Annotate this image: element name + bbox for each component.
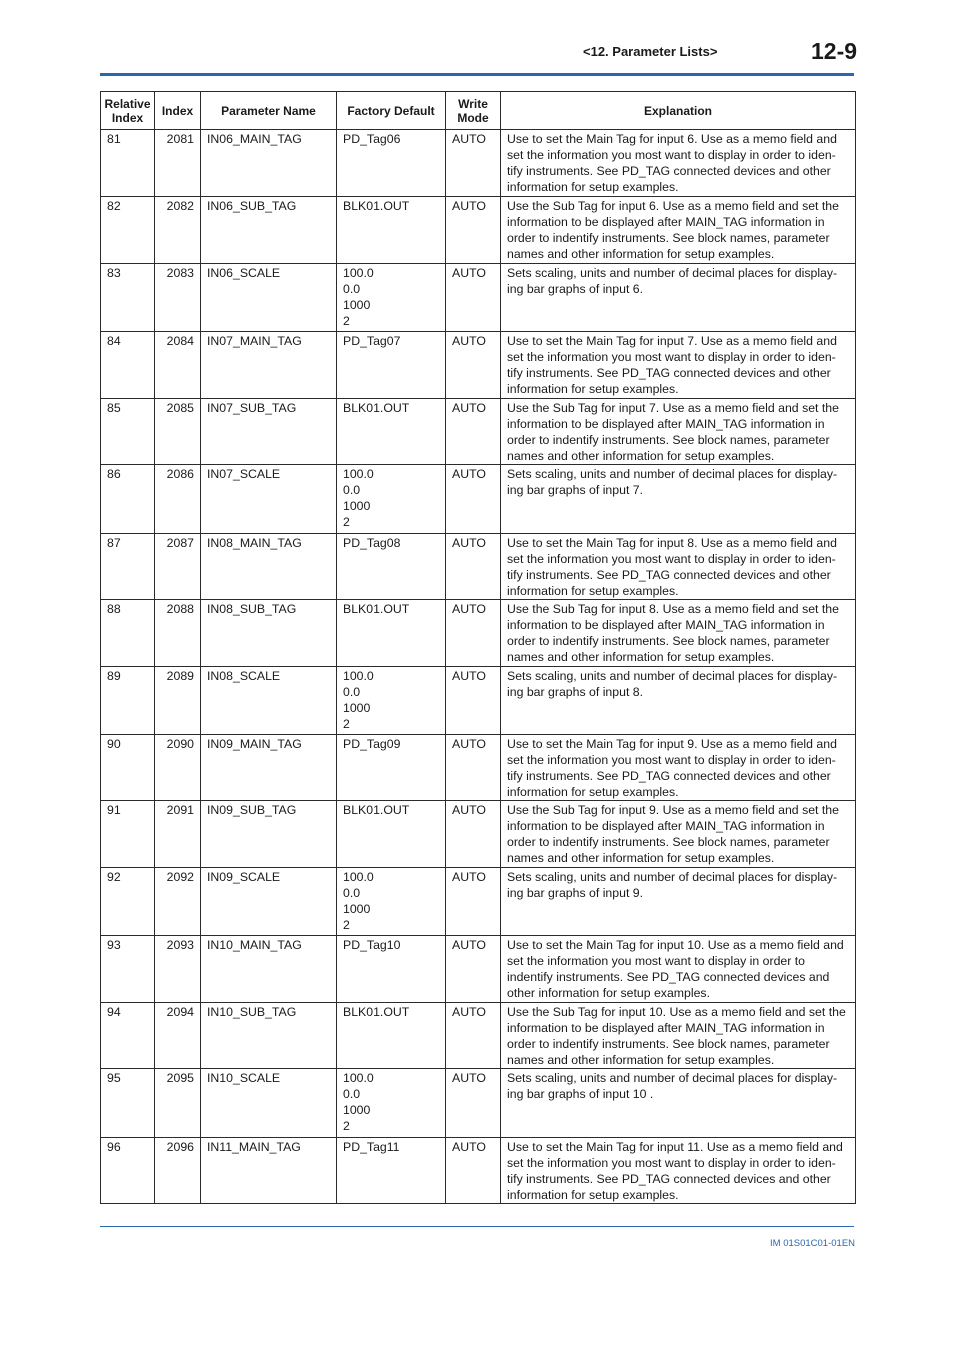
parameter-name-cell: IN09_SUB_TAG: [201, 801, 337, 868]
relative-index-cell: 86: [101, 465, 155, 534]
factory-default-value: 1000: [343, 1103, 371, 1117]
relative-index-cell: 90: [101, 735, 155, 801]
index-cell: 2094: [155, 1003, 201, 1069]
index-cell: 2082: [155, 197, 201, 264]
table-row: [101, 264, 856, 332]
factory-default-value: 1000: [343, 499, 371, 513]
index-cell: 2087: [155, 534, 201, 600]
write-mode-cell: AUTO: [446, 735, 501, 801]
factory-default-value: 100.0: [343, 669, 374, 683]
index-cell: 2081: [155, 130, 201, 197]
relative-index-cell: 87: [101, 534, 155, 600]
factory-default-cell: [337, 600, 446, 667]
table-row: [101, 130, 856, 197]
parameter-name-cell: IN08_SCALE: [201, 667, 337, 735]
write-mode-cell: AUTO: [446, 1003, 501, 1069]
parameter-name-cell: IN06_SUB_TAG: [201, 197, 337, 264]
relative-index-cell: 83: [101, 264, 155, 332]
relative-index-cell: 94: [101, 1003, 155, 1069]
write-mode-cell: AUTO: [446, 600, 501, 667]
explanation-cell: Sets scaling, units and number of decimal places for display- ing bar graphs of input 10 .: [501, 1069, 856, 1138]
index-cell: 2086: [155, 465, 201, 534]
factory-default-cell: [337, 332, 446, 399]
factory-default-value: PD_Tag06: [343, 132, 401, 146]
factory-default-value: PD_Tag09: [343, 737, 401, 751]
factory-default-cell: [337, 130, 446, 197]
index-cell: 2095: [155, 1069, 201, 1138]
factory-default-value: 100.0: [343, 266, 374, 280]
table-row: [101, 399, 856, 465]
document-number: IM 01S01C01-01EN: [770, 1238, 856, 1249]
column-header-explanation: Explanation: [501, 92, 856, 130]
table-row: [101, 1138, 856, 1204]
table-header-row: [101, 92, 856, 130]
parameter-name-cell: IN07_MAIN_TAG: [201, 332, 337, 399]
explanation-cell: Use to set the Main Tag for input 9. Use as a memo field and set the information you most want to display in order to iden- tify instruments. See PD_TAG connected devices and other information for setup examples.: [501, 735, 856, 801]
table-row: [101, 1003, 856, 1069]
factory-default-cell: [337, 197, 446, 264]
index-cell: 2090: [155, 735, 201, 801]
relative-index-cell: 92: [101, 868, 155, 936]
factory-default-value: PD_Tag10: [343, 938, 401, 952]
explanation-cell: Use the Sub Tag for input 10. Use as a memo field and set the information to be displayed after MAIN_TAG information in order to indentify instruments. See block names, parameter names and other information for setup examples.: [501, 1003, 856, 1069]
write-mode-cell: AUTO: [446, 197, 501, 264]
relative-index-cell: 89: [101, 667, 155, 735]
write-mode-cell: AUTO: [446, 868, 501, 936]
explanation-cell: Sets scaling, units and number of decimal places for display- ing bar graphs of input 6.: [501, 264, 856, 332]
factory-default-cell: [337, 936, 446, 1003]
parameter-table: [100, 91, 856, 1204]
explanation-cell: Use the Sub Tag for input 9. Use as a memo field and set the information to be displayed after MAIN_TAG information in order to indentify instruments. See block names, parameter names and other information for setup examples.: [501, 801, 856, 868]
index-cell: 2093: [155, 936, 201, 1003]
factory-default-cell: [337, 1069, 446, 1138]
explanation-cell: Sets scaling, units and number of decimal places for display- ing bar graphs of input 9.: [501, 868, 856, 936]
relative-index-cell: 96: [101, 1138, 155, 1204]
relative-index-cell: 93: [101, 936, 155, 1003]
factory-default-cell: [337, 1138, 446, 1204]
column-header-factory-default: Factory Default: [337, 92, 446, 130]
relative-index-cell: 85: [101, 399, 155, 465]
explanation-cell: Use to set the Main Tag for input 11. Use as a memo field and set the information you most want to display in order to iden- tify instruments. See PD_TAG connected devices and other information for setup examples.: [501, 1138, 856, 1204]
write-mode-cell: AUTO: [446, 801, 501, 868]
header-divider: [100, 73, 854, 76]
relative-index-cell: 88: [101, 600, 155, 667]
factory-default-cell: [337, 735, 446, 801]
factory-default-value: PD_Tag08: [343, 536, 401, 550]
factory-default-value: 2: [343, 314, 350, 328]
factory-default-cell: [337, 801, 446, 868]
index-cell: 2083: [155, 264, 201, 332]
write-mode-cell: AUTO: [446, 1138, 501, 1204]
parameter-name-cell: IN07_SCALE: [201, 465, 337, 534]
factory-default-cell: [337, 534, 446, 600]
relative-index-cell: 95: [101, 1069, 155, 1138]
index-cell: 2085: [155, 399, 201, 465]
index-cell: 2084: [155, 332, 201, 399]
page-number: 12-9: [811, 38, 858, 64]
index-cell: 2092: [155, 868, 201, 936]
relative-index-cell: 91: [101, 801, 155, 868]
table-row: [101, 1069, 856, 1138]
factory-default-value: 2: [343, 918, 350, 932]
factory-default-value: PD_Tag11: [343, 1140, 400, 1154]
factory-default-value: PD_Tag07: [343, 334, 401, 348]
factory-default-value: BLK01.OUT: [343, 199, 410, 213]
parameter-name-cell: IN06_SCALE: [201, 264, 337, 332]
factory-default-value: 1000: [343, 902, 371, 916]
factory-default-value: BLK01.OUT: [343, 803, 410, 817]
column-header-write-mode: Write Mode: [446, 92, 501, 130]
factory-default-value: 0.0: [343, 886, 361, 900]
write-mode-cell: AUTO: [446, 130, 501, 197]
write-mode-cell: AUTO: [446, 399, 501, 465]
index-cell: 2088: [155, 600, 201, 667]
write-mode-cell: AUTO: [446, 534, 501, 600]
table-row: [101, 936, 856, 1003]
column-header-index: Index: [155, 92, 201, 130]
table-row: [101, 735, 856, 801]
factory-default-cell: [337, 1003, 446, 1069]
explanation-cell: Use the Sub Tag for input 8. Use as a memo field and set the information to be displayed after MAIN_TAG information in order to indentify instruments. See block names, parameter names and other information for setup examples.: [501, 600, 856, 667]
column-header-parameter-name: Parameter Name: [201, 92, 337, 130]
table-row: [101, 332, 856, 399]
write-mode-cell: AUTO: [446, 667, 501, 735]
table-body: [101, 130, 856, 1204]
factory-default-value: 100.0: [343, 870, 374, 884]
write-mode-cell: AUTO: [446, 936, 501, 1003]
parameter-name-cell: IN06_MAIN_TAG: [201, 130, 337, 197]
write-mode-cell: AUTO: [446, 1069, 501, 1138]
table-row: [101, 534, 856, 600]
write-mode-cell: AUTO: [446, 264, 501, 332]
index-cell: 2096: [155, 1138, 201, 1204]
table-row: [101, 600, 856, 667]
parameter-name-cell: IN07_SUB_TAG: [201, 399, 337, 465]
factory-default-cell: [337, 465, 446, 534]
parameter-name-cell: IN09_SCALE: [201, 868, 337, 936]
parameter-name-cell: IN09_MAIN_TAG: [201, 735, 337, 801]
factory-default-cell: [337, 868, 446, 936]
factory-default-value: 0.0: [343, 282, 361, 296]
parameter-name-cell: IN10_MAIN_TAG: [201, 936, 337, 1003]
factory-default-value: 100.0: [343, 467, 374, 481]
relative-index-cell: 82: [101, 197, 155, 264]
factory-default-cell: [337, 399, 446, 465]
factory-default-value: BLK01.OUT: [343, 401, 410, 415]
factory-default-cell: [337, 264, 446, 332]
column-header-relative-index: Relative Index: [101, 92, 155, 130]
parameter-name-cell: IN10_SUB_TAG: [201, 1003, 337, 1069]
explanation-cell: Use to set the Main Tag for input 6. Use as a memo field and set the information you most want to display in order to iden- tify instruments. See PD_TAG connected devices and other information for setup examples.: [501, 130, 856, 197]
footer-divider: [100, 1226, 854, 1227]
explanation-cell: Sets scaling, units and number of decimal places for display- ing bar graphs of input 7.: [501, 465, 856, 534]
table-row: [101, 868, 856, 936]
explanation-cell: Use to set the Main Tag for input 10. Use as a memo field and set the information you most want to display in order to indentify instruments. See PD_TAG connected devices and other information for setup examples.: [501, 936, 856, 1003]
table-row: [101, 667, 856, 735]
factory-default-value: 2: [343, 515, 350, 529]
relative-index-cell: 81: [101, 130, 155, 197]
table-row: [101, 465, 856, 534]
factory-default-value: 2: [343, 717, 350, 731]
table-row: [101, 801, 856, 868]
factory-default-cell: [337, 667, 446, 735]
section-title: <12. Parameter Lists>: [583, 44, 718, 59]
parameter-name-cell: IN08_MAIN_TAG: [201, 534, 337, 600]
index-cell: 2091: [155, 801, 201, 868]
explanation-cell: Use to set the Main Tag for input 7. Use as a memo field and set the information you most want to display in order to iden- tify instruments. See PD_TAG connected devices and other information for setup examples.: [501, 332, 856, 399]
factory-default-value: BLK01.OUT: [343, 602, 410, 616]
explanation-cell: Use the Sub Tag for input 7. Use as a memo field and set the information to be displayed after MAIN_TAG information in order to indentify instruments. See block names, parameter names and other information for setup examples.: [501, 399, 856, 465]
factory-default-value: 1000: [343, 701, 371, 715]
index-cell: 2089: [155, 667, 201, 735]
explanation-cell: Sets scaling, units and number of decimal places for display- ing bar graphs of input 8.: [501, 667, 856, 735]
factory-default-value: 0.0: [343, 483, 361, 497]
relative-index-cell: 84: [101, 332, 155, 399]
factory-default-value: BLK01.OUT: [343, 1005, 410, 1019]
factory-default-value: 100.0: [343, 1071, 374, 1085]
write-mode-cell: AUTO: [446, 332, 501, 399]
parameter-name-cell: IN08_SUB_TAG: [201, 600, 337, 667]
explanation-cell: Use the Sub Tag for input 6. Use as a memo field and set the information to be displayed after MAIN_TAG information in order to indentify instruments. See block names, parameter names and other information for setup examples.: [501, 197, 856, 264]
explanation-cell: Use to set the Main Tag for input 8. Use as a memo field and set the information you most want to display in order to iden- tify instruments. See PD_TAG connected devices and other information for setup examples.: [501, 534, 856, 600]
parameter-name-cell: IN11_MAIN_TAG: [201, 1138, 337, 1204]
factory-default-value: 0.0: [343, 685, 361, 699]
write-mode-cell: AUTO: [446, 465, 501, 534]
factory-default-value: 1000: [343, 298, 371, 312]
table-row: [101, 197, 856, 264]
factory-default-value: 0.0: [343, 1087, 361, 1101]
factory-default-value: 2: [343, 1119, 350, 1133]
parameter-name-cell: IN10_SCALE: [201, 1069, 337, 1138]
